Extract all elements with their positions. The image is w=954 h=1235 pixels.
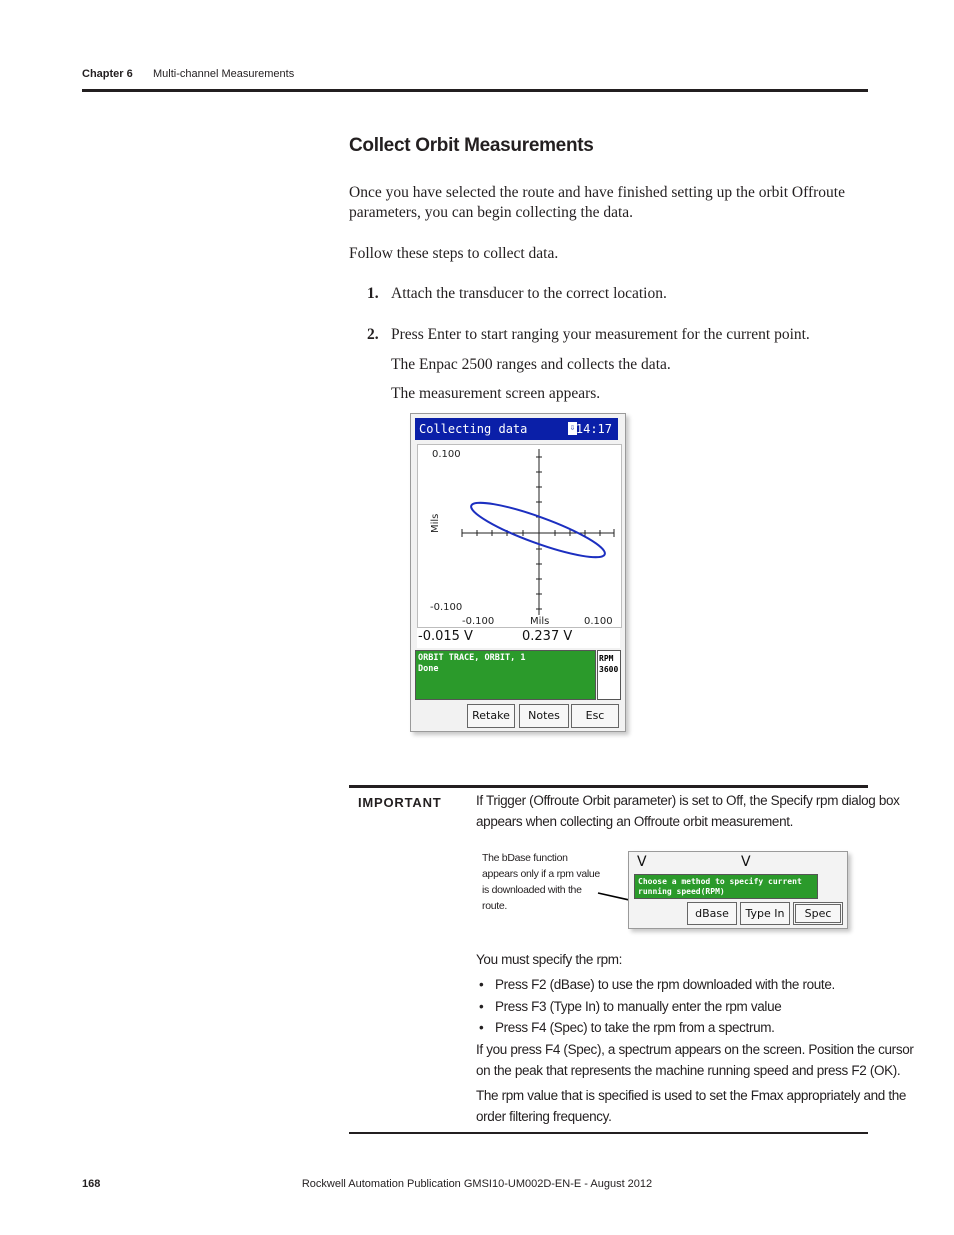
bullet-item: Press F2 (dBase) to use the rpm downloaded with the route. <box>495 977 835 992</box>
dialog-prompt-line-1: Choose a method to specify current <box>638 877 802 886</box>
chapter-title: Multi-channel Measurements <box>153 68 295 80</box>
device-title: Collecting data <box>419 422 528 436</box>
important-line-1: If Trigger (Offroute Orbit parameter) is set to Off, the Specify rpm dialog box <box>476 793 900 808</box>
chapter-label: Chapter 6 <box>82 68 133 80</box>
dbase-button[interactable]: dBase <box>687 902 737 925</box>
intro-line-1: Once you have selected the route and have finished setting up the orbit Offroute <box>349 184 845 201</box>
y-min-label: -0.100 <box>430 602 463 613</box>
dialog-prompt-line-2: running speed(RPM) <box>638 887 725 896</box>
bullet-marker: • <box>479 977 484 992</box>
bullet-item: Press F3 (Type In) to manually enter the rpm value <box>495 999 782 1014</box>
callout-line: is downloaded with the <box>482 884 582 896</box>
dialog-v-right: V <box>741 854 751 870</box>
y-max-label: 0.100 <box>432 449 461 460</box>
rpm-box <box>597 650 621 700</box>
spec-line-1: If you press F4 (Spec), a spectrum appears on the screen. Position the cursor <box>476 1042 914 1057</box>
retake-button[interactable]: Retake <box>467 704 515 728</box>
rpm-paragraph <box>476 1086 906 1127</box>
step-item <box>367 284 667 304</box>
publication-info: Rockwell Automation Publication GMSI10-UM002D-EN-E - August 2012 <box>301 1178 653 1190</box>
status-line-2: Done <box>418 664 439 674</box>
step-text: Press Enter to start ranging your measurement for the current point. <box>391 326 810 343</box>
dialog-v-left: V <box>637 854 647 870</box>
intro-paragraph <box>349 183 845 223</box>
step-text: Attach the transducer to the correct location. <box>391 285 667 302</box>
must-specify-text: You must specify the rpm: <box>476 952 623 967</box>
type-in-button[interactable]: Type In <box>740 902 790 925</box>
orbit-trace <box>467 494 609 567</box>
important-rule-bottom <box>349 1132 868 1134</box>
rpm-line-2: order filtering frequency. <box>476 1108 612 1124</box>
readout-left: -0.015 V <box>418 629 473 644</box>
spec-paragraph <box>476 1040 914 1081</box>
important-intro <box>476 791 900 832</box>
rpm-label: RPM <box>599 654 614 663</box>
step-note: The measurement screen appears. <box>391 385 601 402</box>
readout-bar <box>417 628 620 648</box>
spec-button[interactable]: Spec <box>793 902 843 925</box>
orbit-plot <box>417 444 622 628</box>
important-label: IMPORTANT <box>358 795 442 810</box>
step-number: 2. <box>367 326 379 343</box>
rpm-value: 3600 <box>599 665 619 674</box>
device-title-bar <box>415 418 618 440</box>
page-number: 168 <box>82 1178 101 1190</box>
header-rule <box>82 89 868 92</box>
battery-icon: ⇩ <box>569 423 576 433</box>
device-screenshot <box>410 413 626 732</box>
step-item <box>367 325 810 345</box>
callout-line: appears only if a rpm value <box>482 868 600 880</box>
follow-text: Follow these steps to collect data. <box>349 245 559 262</box>
step-number: 1. <box>367 285 379 302</box>
x-axis-label: Mils <box>530 616 550 627</box>
bullet-item: Press F4 (Spec) to take the rpm from a spectrum. <box>495 1020 775 1035</box>
bullet-marker: • <box>479 1020 484 1035</box>
rpm-line-1: The rpm value that is specified is used to set the Fmax appropriately and the <box>476 1088 907 1103</box>
x-max-label: 0.100 <box>584 616 613 627</box>
bullet-marker: • <box>479 999 484 1014</box>
status-line-1: ORBIT TRACE, ORBIT, 1 <box>418 653 526 663</box>
intro-line-2: parameters, you can begin collecting the data. <box>349 204 634 221</box>
step-note: The Enpac 2500 ranges and collects the data. <box>391 356 671 373</box>
y-axis-label: Mils <box>430 513 441 533</box>
notes-button[interactable]: Notes <box>519 704 569 728</box>
important-rule-top <box>349 785 868 788</box>
orbit-plot-svg <box>418 445 621 627</box>
x-min-label: -0.100 <box>462 616 495 627</box>
dialog-prompt <box>634 874 818 899</box>
important-line-2: appears when collecting an Offroute orbit measurement. <box>476 813 794 829</box>
status-panel <box>415 650 596 700</box>
esc-button[interactable]: Esc <box>571 704 619 728</box>
specify-rpm-dialog <box>628 851 848 929</box>
callout-line: The bDase function <box>482 852 568 864</box>
spec-line-2: on the peak that represents the machine running speed and press F2 (OK). <box>476 1062 901 1078</box>
readout-right: 0.237 V <box>522 629 573 644</box>
section-title: Collect Orbit Measurements <box>349 135 594 156</box>
callout-line: route. <box>482 900 508 912</box>
callout-note <box>482 850 602 914</box>
device-time: 14:17 <box>575 422 612 436</box>
